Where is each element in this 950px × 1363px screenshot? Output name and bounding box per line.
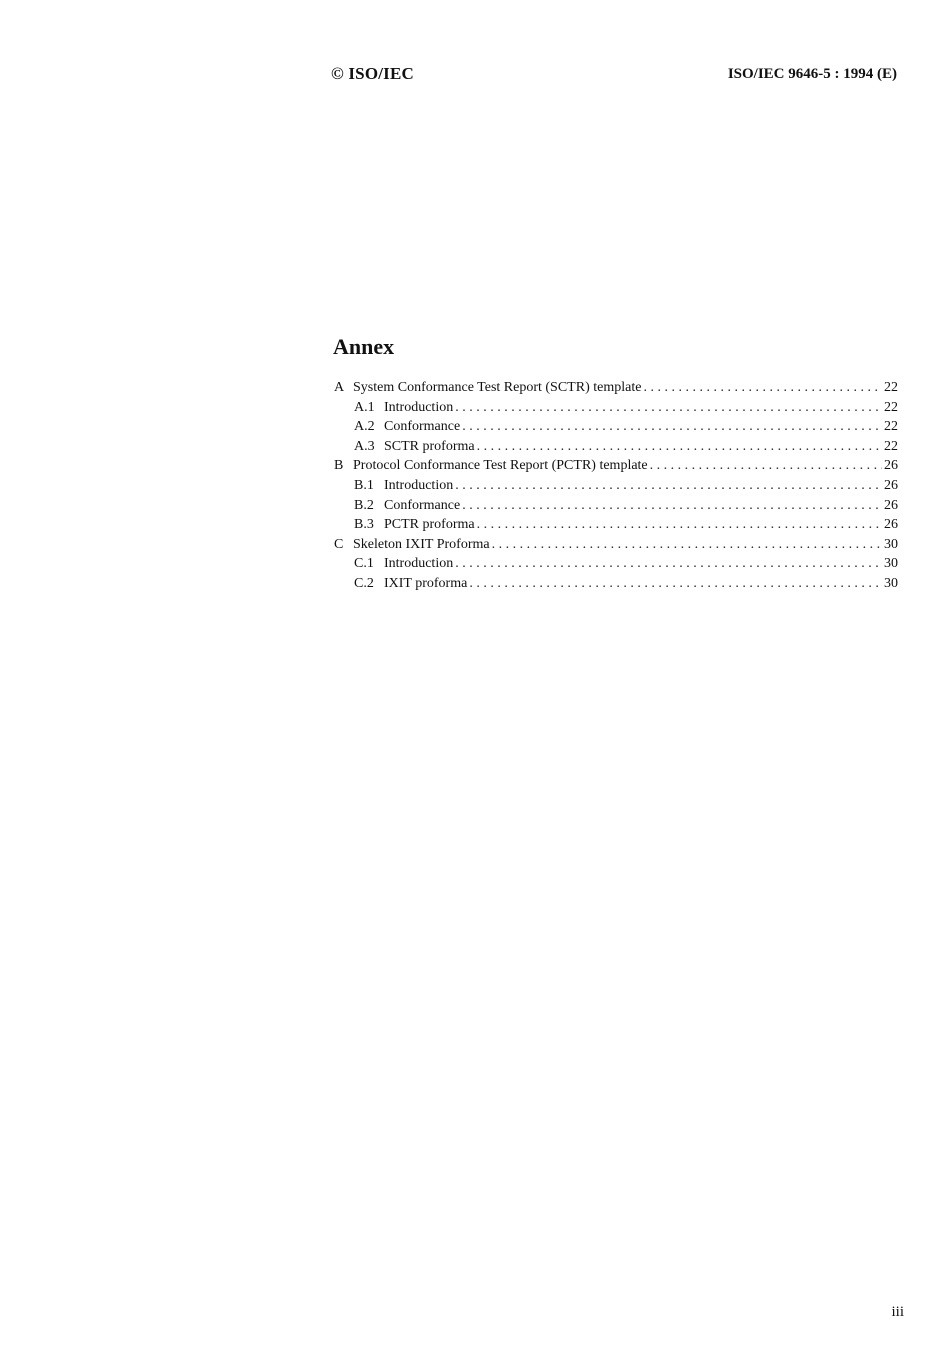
toc-leader-dots xyxy=(462,417,882,437)
toc-entry-label: A.2 xyxy=(354,419,375,435)
toc-entry-label: A.1 xyxy=(354,399,375,415)
toc-leader-dots xyxy=(455,398,882,418)
toc-leader-dots xyxy=(455,476,882,496)
toc-leader-dots xyxy=(477,437,882,457)
toc-entry-title: Conformance xyxy=(384,497,461,513)
toc-entry-title: Protocol Conformance Test Report (PCTR) template xyxy=(353,458,648,474)
toc-entry-page: 22 xyxy=(884,419,898,435)
toc-entry-b[interactable] xyxy=(334,456,898,476)
toc-leader-dots xyxy=(492,535,882,555)
toc-entry-a[interactable] xyxy=(334,378,898,398)
toc-entry-title: PCTR proforma xyxy=(384,517,475,533)
toc-entry-page: 26 xyxy=(884,517,898,533)
toc-entry-page: 22 xyxy=(884,399,898,415)
toc-entry-page: 26 xyxy=(884,477,898,493)
toc-entry-page: 30 xyxy=(884,556,898,572)
toc-leader-dots xyxy=(455,554,882,574)
toc-entry-label: A.3 xyxy=(354,438,375,454)
toc-entry-label: C.2 xyxy=(354,575,374,591)
page-number: iii xyxy=(891,1304,904,1320)
toc-entry-a2[interactable] xyxy=(334,417,898,437)
toc-leader-dots xyxy=(462,496,882,516)
toc-entry-title: IXIT proforma xyxy=(384,575,468,591)
toc-entry-label: B.1 xyxy=(354,477,374,493)
section-title: Annex xyxy=(333,334,395,359)
toc-entry-page: 22 xyxy=(884,380,898,395)
toc-entry-label: A xyxy=(334,380,345,395)
toc-entry-title: Introduction xyxy=(384,399,454,415)
toc-entry-title: Conformance xyxy=(384,419,461,435)
toc-entry-a3[interactable] xyxy=(334,437,898,457)
toc-entry-page: 26 xyxy=(884,497,898,513)
toc-entry-title: System Conformance Test Report (SCTR) template xyxy=(353,380,642,395)
toc-entry-c2[interactable] xyxy=(334,574,898,594)
toc-entry-a1[interactable] xyxy=(334,398,898,418)
toc-entry-page: 22 xyxy=(884,438,898,454)
toc-entry-label: B xyxy=(334,458,344,474)
toc-entry-label: C.1 xyxy=(354,556,374,572)
toc-entry-title: SCTR proforma xyxy=(384,438,475,454)
toc-entry-b2[interactable] xyxy=(334,496,898,516)
toc-leader-dots xyxy=(650,456,882,476)
toc-leader-dots xyxy=(469,574,882,594)
toc-entry-label: B.2 xyxy=(354,497,374,513)
toc-leader-dots xyxy=(643,378,882,398)
toc-entry-page: 30 xyxy=(884,536,898,552)
table-of-contents xyxy=(334,378,898,594)
toc-entry-title: Introduction xyxy=(384,556,454,572)
toc-entry-title: Introduction xyxy=(384,477,454,493)
toc-entry-page: 30 xyxy=(884,575,898,591)
header-document-id: ISO/IEC 9646-5 : 1994 (E) xyxy=(727,66,897,82)
toc-entry-b1[interactable] xyxy=(334,476,898,496)
toc-entry-label: B.3 xyxy=(354,517,374,533)
toc-entry-title: Skeleton IXIT Proforma xyxy=(353,536,490,552)
toc-entry-c1[interactable] xyxy=(334,554,898,574)
header-copyright: © ISO/IEC xyxy=(331,64,414,83)
toc-entry-page: 26 xyxy=(884,458,898,474)
toc-entry-c[interactable] xyxy=(334,535,898,555)
toc-entry-b3[interactable] xyxy=(334,515,898,535)
toc-leader-dots xyxy=(477,515,882,535)
toc-entry-label: C xyxy=(334,536,344,552)
